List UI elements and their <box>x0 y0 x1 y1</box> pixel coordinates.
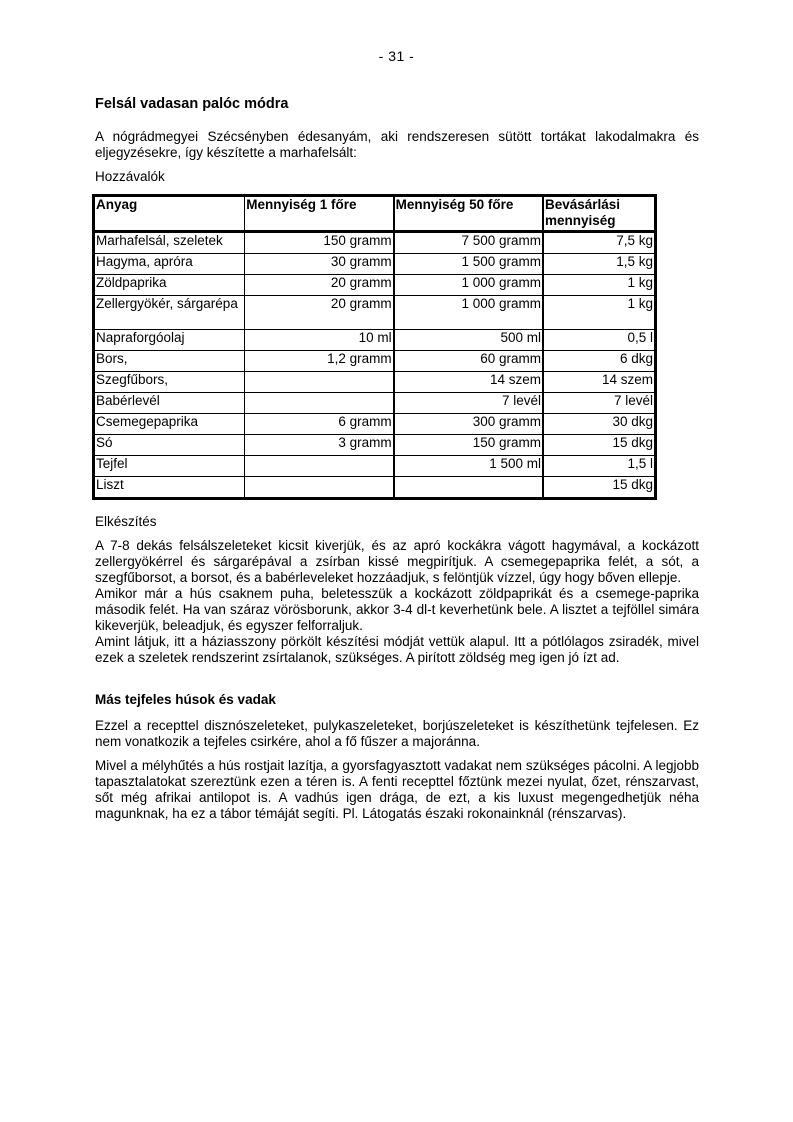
qty-50-people-cell: 1 500 gramm <box>394 254 543 275</box>
qty-50-people-cell: 1 000 gramm <box>394 275 543 296</box>
qty-50-people-cell: 500 ml <box>394 330 543 351</box>
table-row <box>94 275 656 296</box>
table-row <box>94 456 656 477</box>
table-row <box>94 414 656 435</box>
qty-50-people-cell: 1 500 ml <box>394 456 543 477</box>
qty-per-person-cell: 3 gramm <box>245 435 394 456</box>
section-title: Más tejfeles húsok és vadak <box>95 692 276 707</box>
shopping-qty-cell: 30 dkg <box>543 414 656 435</box>
section-paragraph: Mivel a mélyhűtés a hús rostjait lazítja, a gyorsfagyasztott vadakat nem szükséges pácolni. A legjobb tapasztalatokat szereztünk ezen a téren is. A fenti recepttel főztünk mezei nyulat, őzet, rénszarvast, sőt még afrikai antilopot is. A vadhús igen drága, de ezt, a kis luxust megengedhetjük néha magunknak, ha ez a tábor témáját segíti. Pl. Látogatás északi rokonainknál (rénszarvas). <box>95 758 699 821</box>
ingredient-name-cell: Csemegepaprika <box>94 414 245 435</box>
header-shopping-qty: Bevásárlási mennyiség <box>543 196 656 232</box>
section-paragraph: Ezzel a recepttel disznószeleteket, pulykaszeleteket, borjúszeleteket is készíthetünk tejfelesen. Ez nem vonatkozik a tejfeles csirkére, ahol a fő fűszer a majoránna. <box>95 718 699 749</box>
table-row <box>94 254 656 275</box>
qty-50-people-cell: 60 gramm <box>394 351 543 372</box>
shopping-qty-cell: 15 dkg <box>543 435 656 456</box>
qty-per-person-cell <box>245 477 394 499</box>
shopping-qty-cell: 1,5 l <box>543 456 656 477</box>
qty-50-people-cell: 14 szem <box>394 372 543 393</box>
preparation-paragraph: Amikor már a hús csaknem puha, beletesszük a kockázott zöldpaprikát és a csemege-paprika második felét. Ha van száraz vörösborunk, akkor 3-4 dl-t keverhetünk bele. A lisztet a tejföllel simára kikeverjük, beleadjuk, és egyszer felforraljuk. <box>95 586 699 633</box>
ingredient-name-cell: Zellergyökér, sárgarépa <box>94 296 245 330</box>
qty-50-people-cell: 150 gramm <box>394 435 543 456</box>
ingredient-name-cell: Hagyma, apróra <box>94 254 245 275</box>
table-header-row <box>94 196 656 232</box>
qty-per-person-cell: 20 gramm <box>245 275 394 296</box>
shopping-qty-cell: 7,5 kg <box>543 232 656 254</box>
ingredients-label: Hozzávalók <box>95 169 165 184</box>
ingredient-name-cell: Zöldpaprika <box>94 275 245 296</box>
header-qty-1: Mennyiség 1 főre <box>245 196 394 232</box>
shopping-qty-cell: 1,5 kg <box>543 254 656 275</box>
ingredients-table <box>92 194 657 500</box>
ingredient-name-cell: Marhafelsál, szeletek <box>94 232 245 254</box>
shopping-qty-cell: 1 kg <box>543 296 656 330</box>
table-row <box>94 296 656 330</box>
table-row <box>94 435 656 456</box>
ingredient-name-cell: Napraforgóolaj <box>94 330 245 351</box>
preparation-paragraph: Amint látjuk, itt a háziasszony pörkölt készítési módját vettük alapul. Itt a pótlólagos zsiradék, mivel ezek a szeletek rendszerint zsírtalanok, szükséges. A pirított zöldség meg igen jó ízt ad. <box>95 634 699 665</box>
qty-50-people-cell: 7 levél <box>394 393 543 414</box>
qty-50-people-cell: 300 gramm <box>394 414 543 435</box>
qty-per-person-cell <box>245 456 394 477</box>
shopping-qty-cell: 6 dkg <box>543 351 656 372</box>
shopping-qty-cell: 14 szem <box>543 372 656 393</box>
ingredient-name-cell: Babérlevél <box>94 393 245 414</box>
qty-per-person-cell: 10 ml <box>245 330 394 351</box>
preparation-label: Elkészítés <box>95 514 157 529</box>
page-number: - 31 - <box>378 48 415 64</box>
page-content <box>95 95 699 830</box>
qty-50-people-cell <box>394 477 543 499</box>
table-row <box>94 393 656 414</box>
table-row <box>94 330 656 351</box>
shopping-qty-cell: 1 kg <box>543 275 656 296</box>
header-qty-50: Mennyiség 50 főre <box>394 196 543 232</box>
ingredient-name-cell: Tejfel <box>94 456 245 477</box>
qty-50-people-cell: 7 500 gramm <box>394 232 543 254</box>
qty-per-person-cell: 30 gramm <box>245 254 394 275</box>
qty-50-people-cell: 1 000 gramm <box>394 296 543 330</box>
table-row <box>94 477 656 499</box>
preparation-paragraph: A 7-8 dekás felsálszeleteket kicsit kiverjük, és az apró kockákra vágott hagymával, a kockázott zellergyökérrel és sárgarépával a zsírban kissé megpirítjuk. A csemegepaprika felét, a sót, a szegfűborsot, a borsot, és a babérleveleket hozzáadjuk, s felöntjük vízzel, úgy hogy bőven ellepje. <box>95 538 699 585</box>
table-row <box>94 372 656 393</box>
table-row <box>94 232 656 254</box>
qty-per-person-cell: 1,2 gramm <box>245 351 394 372</box>
qty-per-person-cell: 20 gramm <box>245 296 394 330</box>
shopping-qty-cell: 0,5 l <box>543 330 656 351</box>
qty-per-person-cell <box>245 393 394 414</box>
header-anyag: Anyag <box>94 196 245 232</box>
ingredient-name-cell: Liszt <box>94 477 245 499</box>
recipe-title: Felsál vadasan palóc módra <box>95 96 289 112</box>
ingredients-body <box>94 232 656 499</box>
shopping-qty-cell: 7 levél <box>543 393 656 414</box>
ingredient-name-cell: Só <box>94 435 245 456</box>
ingredient-name-cell: Szegfűbors, <box>94 372 245 393</box>
qty-per-person-cell: 150 gramm <box>245 232 394 254</box>
ingredient-name-cell: Bors, <box>94 351 245 372</box>
shopping-qty-cell: 15 dkg <box>543 477 656 499</box>
recipe-intro: A nógrádmegyei Szécsényben édesanyám, aki rendszeresen sütött tortákat lakodalmakra és eljegyzésekre, így készítette a marhafelsált: <box>95 129 699 160</box>
qty-per-person-cell: 6 gramm <box>245 414 394 435</box>
table-row <box>94 351 656 372</box>
qty-per-person-cell <box>245 372 394 393</box>
